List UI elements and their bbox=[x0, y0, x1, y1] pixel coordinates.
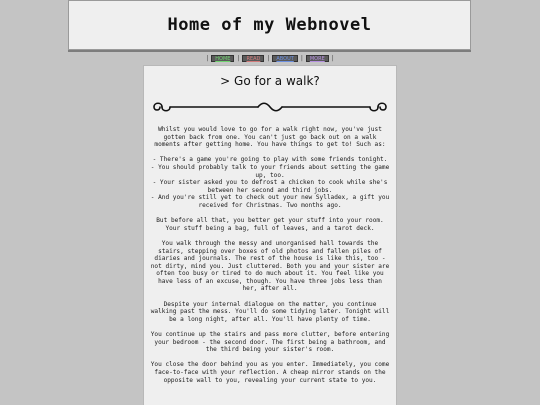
story-paragraph: - There's a game you're going to play with some friends tonight. - You should probably talk to your friends about setting the game up, too. - Your sister asked you to defrost a chicken to cook while she's between her second and third jobs. - And you're still yet to check out your new Sylladex, a gift you received for Christmas. Two months ago. bbox=[150, 156, 390, 209]
story-paragraph: You continue up the stairs and pass more clutter, before entering your bedroom - the second door. The first being a bathroom, and the third being your sister's room. bbox=[150, 331, 390, 354]
nav-bar bbox=[0, 54, 540, 62]
nav-link-about[interactable]: ABOUT bbox=[272, 55, 297, 62]
page-title: > Go for a walk? bbox=[220, 74, 320, 88]
nav-separator: | bbox=[331, 54, 334, 62]
story-paragraph: Whilst you would love to go for a walk right now, you've just gotten back from one. You can't just go back out on a walk moments after getting home. You have things to get to! Such as: bbox=[154, 126, 386, 149]
story-paragraph: You close the door behind you as you enter. Immediately, you come face-to-face with your reflection. A cheap mirror stands on the opposite wall to you, revealing your current state to you. bbox=[150, 361, 390, 384]
site-title: Home of my Webnovel bbox=[167, 15, 372, 35]
nav-separator: | bbox=[206, 54, 209, 62]
story-paragraph: Despite your internal dialogue on the matter, you continue walking past the mess. You'll do some tidying later. Tonight will be a long night, after all. You'll have plenty of time. bbox=[150, 300, 390, 323]
story-text bbox=[144, 126, 396, 384]
main-content bbox=[143, 65, 397, 405]
nav-separator: | bbox=[300, 54, 303, 62]
nav-link-more[interactable]: MORE bbox=[306, 55, 329, 62]
story-paragraph: But before all that, you better get your stuff into your room. Your stuff being a bag, full of leaves, and a tarot deck. bbox=[156, 217, 384, 232]
nav-separator: | bbox=[267, 54, 270, 62]
site-header bbox=[68, 0, 471, 50]
story-paragraph: You walk through the messy and unorganised hall towards the stairs, stepping over boxes of old photos and fallen piles of diaries and journals. The rest of the house is like this, too - not dirty, mind you. Just cluttered. Both you and your sister are often too busy or tired to do much about it. You feel like you have less of an excuse, though. You have three jobs less than her, after all. bbox=[150, 239, 390, 293]
nav-separator: | bbox=[237, 54, 240, 62]
nav-link-home[interactable]: HOME bbox=[211, 55, 234, 62]
nav-link-read[interactable]: READ bbox=[242, 55, 264, 62]
ornamental-divider-icon bbox=[148, 100, 392, 114]
